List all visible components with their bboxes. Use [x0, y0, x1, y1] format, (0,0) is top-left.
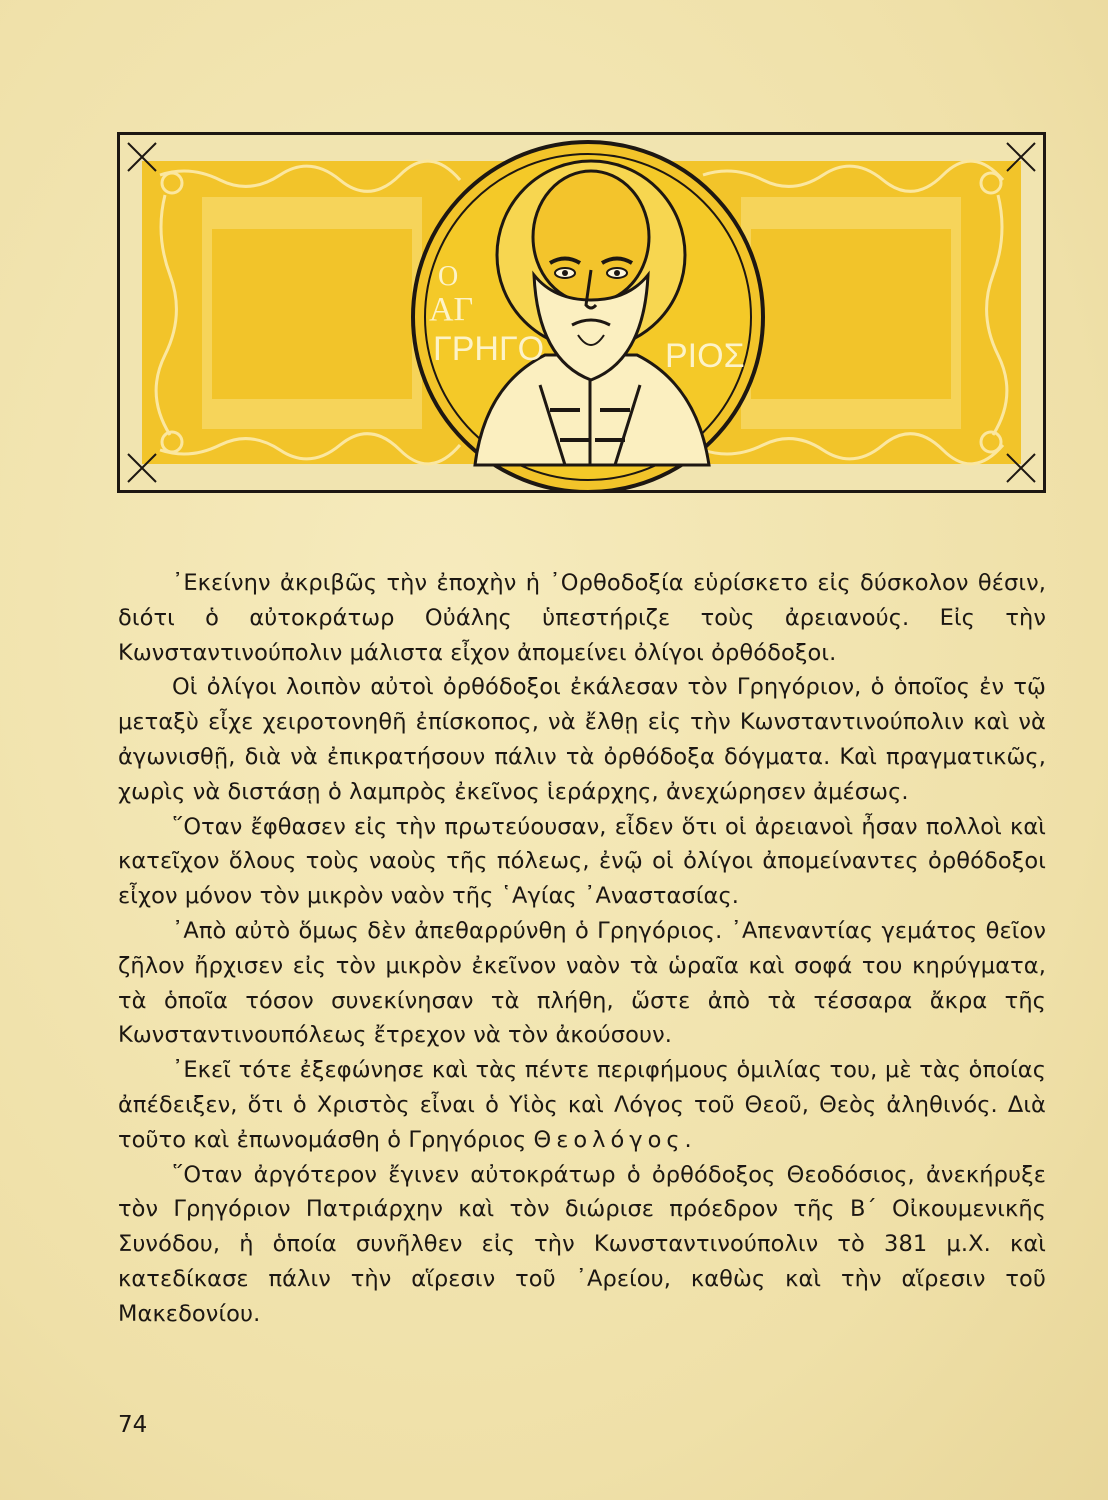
saint-gregory-icon-illustration	[120, 135, 1043, 490]
body-text	[118, 566, 1046, 1332]
header-illustration	[117, 132, 1046, 493]
theologos-emphasis: Θεολόγος.	[533, 1126, 697, 1153]
inscription-left-mid: ΑΓ	[429, 291, 474, 328]
paragraph-5	[118, 1053, 1046, 1157]
inscription-left-top: Ο	[438, 261, 459, 292]
paragraph-3: ῞Οταν ἔφθασεν εἰς τὴν πρωτεύουσαν, εἶδεν ὅτι οἱ ἀρειανοὶ ἦσαν πολλοὶ καὶ κατεῖχον ὅλους τοὺς ναοὺς τῆς πόλεως, ἐνῷ οἱ ὀλίγοι ἀπομείναντες ὀρθόδοξοι εἶχον μόνον τὸν μικρὸν ναὸν τῆς ῾Αγίας ᾿Αναστασίας.	[118, 813, 1046, 910]
paragraph-2: Οἱ ὀλίγοι λοιπὸν αὐτοὶ ὀρθόδοξοι ἐκάλεσαν τὸν Γρηγόριον, ὁ ὁποῖος ἐν τῷ μεταξὺ εἶχε χειροτονηθῆ ἐπίσκοπος, νὰ ἔλθῃ εἰς τὴν Κωνσταντινούπολιν καὶ νὰ ἀγωνισθῇ, διὰ νὰ ἐπικρατήσουν πάλιν τὰ ὀρθόδοξα δόγματα. Καὶ πραγματικῶς, χωρὶς νὰ διστάσῃ ὁ λαμπρὸς ἐκεῖνος ἱεράρχης, ἀνεχώρησεν ἀμέσως.	[118, 674, 1046, 805]
page-number: 74	[118, 1412, 148, 1438]
paragraph-6: ῞Οταν ἀργότερον ἔγινεν αὐτοκράτωρ ὁ ὀρθόδοξος Θεοδόσιος, ἀνεκήρυξε τὸν Γρηγόριον Πατριάρχην καὶ τὸν διώρισε πρόεδρον τῆς Β΄ Οἰκουμενικῆς Συνόδου, ἡ ὁποία συνῆλθεν εἰς τὴν Κωνσταντινούπολιν τὸ 381 μ.Χ. καὶ κατεδίκασε πάλιν τὴν αἵρεσιν τοῦ ᾿Αρείου, καθὼς καὶ τὴν αἵρεσιν τοῦ Μακεδονίου.	[118, 1161, 1046, 1327]
paragraph-4: ᾿Απὸ αὐτὸ ὅμως δὲν ἀπεθαρρύνθη ὁ Γρηγόριος. ᾿Απεναντίας γεμάτος θεῖον ζῆλον ἤρχισεν εἰς τὸν μικρὸν ἐκεῖνον ναὸν τὰ ὡραῖα καὶ σοφά του κηρύγματα, τὰ ὁποῖα τόσον συνεκίνησαν τὰ πλήθη, ὥστε ἀπὸ τὰ τέσσαρα ἄκρα τῆς Κωνσταντινουπόλεως ἔτρεχον νὰ τὸν ἀκούσουν.	[118, 917, 1046, 1049]
paragraph-1: ᾿Εκείνην ἀκριβῶς τὴν ἐποχὴν ἡ ᾿Ορθοδοξία εὑρίσκετο εἰς δύσκολον θέσιν, διότι ὁ αὐτοκράτωρ Οὐάλης ὑπεστήριζε τοὺς ἀρειανούς. Εἰς τὴν Κωνσταντινούπολιν μάλιστα εἶχον ἀπομείνει ὀλίγοι ὀρθόδοξοι.	[118, 570, 1046, 666]
inscription-right: ΡΙΟΣ	[665, 337, 745, 375]
paragraph-5-text: ᾿Εκεῖ τότε ἐξεφώνησε καὶ τὰς πέντε περιφήμους ὁμιλίας του, μὲ τὰς ὁποίας ἀπέδειξεν, ὅτι ὁ Χριστὸς εἶναι ὁ Υἱὸς καὶ Λόγος τοῦ Θεοῦ, Θεὸς ἀληθινός. Διὰ τοῦτο καὶ ἐπωνομάσθη ὁ Γρηγόριος	[118, 1057, 1046, 1153]
inscription-left-bottom: ΓΡΗΓΟ	[433, 330, 545, 368]
